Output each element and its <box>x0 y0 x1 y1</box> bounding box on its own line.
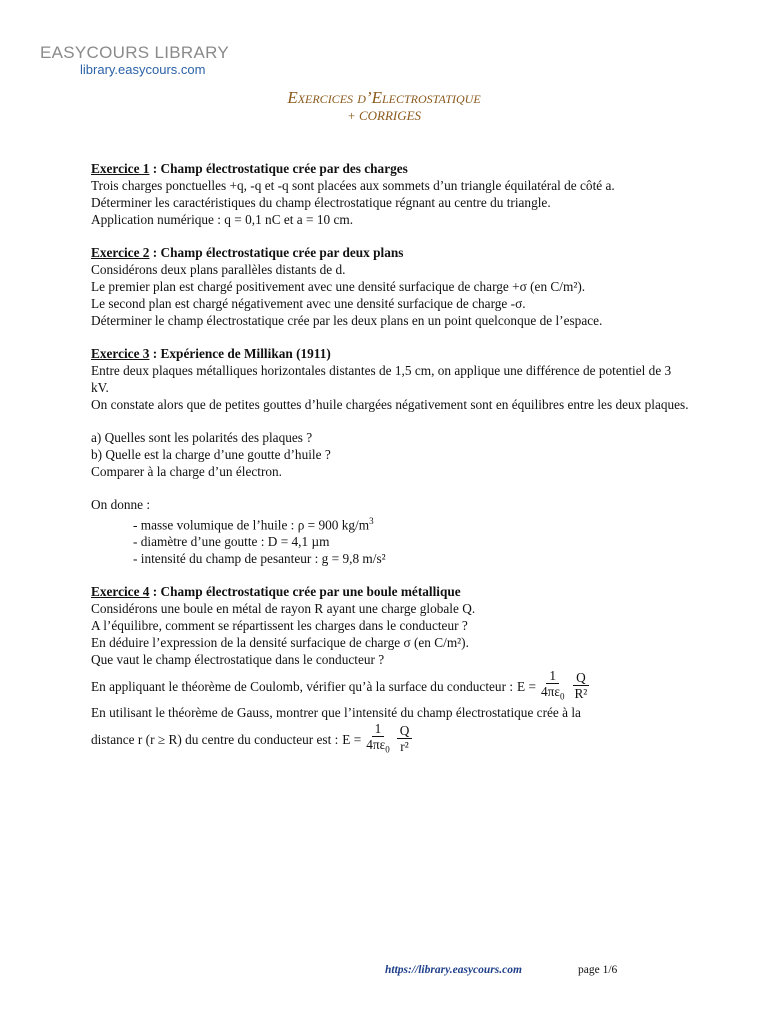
title-main: Exercices d’Electrostatique <box>287 88 481 107</box>
paragraph: distance r (r ≥ R) du centre du conducteur est : <box>91 731 339 747</box>
given-label: On donne : <box>91 497 151 512</box>
question-a: a) Quelles sont les polarités des plaques ? <box>91 430 313 445</box>
exercise-4-number: Exercice 4 <box>91 584 150 600</box>
paragraph: Le second plan est chargé négativement avec une densité surfacique de charge -σ. <box>91 296 526 311</box>
exercise-4-heading: Exercice 4 : Champ électrostatique crée par une boule métallique <box>91 584 461 600</box>
exercise-2-title: Champ électrostatique crée par deux plans <box>160 245 404 260</box>
brand-logo <box>40 44 229 77</box>
footer-link[interactable]: https://library.easycours.com <box>385 964 522 976</box>
page-number: page 1/6 <box>578 964 618 976</box>
paragraph: Déterminer les caractéristiques du champ électrostatique régnant au centre du triangle. <box>91 195 551 210</box>
exercise-2-number: Exercice 2 <box>91 245 150 260</box>
given-diameter: - diamètre d’une goutte : D = 4,1 µm <box>133 534 330 550</box>
paragraph: Entre deux plaques métalliques horizontales distantes de 1,5 cm, on applique une différence de potentiel de 3 kV. <box>91 363 672 395</box>
fraction: $\frac{1}{4\pi\varepsilon_0}$ <box>540 667 565 702</box>
paragraph: Considérons deux plans parallèles distants de d. <box>91 262 346 277</box>
exercise-2-heading: Exercice 2 : Champ électrostatique crée par deux plans <box>91 245 404 260</box>
paragraph: En appliquant le théorème de Coulomb, vérifier qu’à la surface du conducteur : <box>91 678 514 694</box>
gauss-line <box>91 721 691 757</box>
fraction: $\frac{Q}{\text{r²}}$ <box>397 724 413 754</box>
paragraph: Application numérique : q = 0,1 nC et a = 10 cm. <box>91 212 354 227</box>
given-gravity: - intensité du champ de pesanteur : g = 9,8 m/s² <box>133 551 386 567</box>
coulomb-line <box>91 668 691 704</box>
question-b: b) Quelle est la charge d’une goutte d’huile ? <box>91 447 331 462</box>
exercise-3-heading: Exercice 3 : Expérience de Millikan (1911) <box>91 346 331 361</box>
exercise-1-heading: Exercice 1 : Champ électrostatique crée par des charges <box>91 161 408 176</box>
given-density: - masse volumique de l’huile : ρ = 900 $kg/m^3$ <box>133 516 374 533</box>
paragraph: En déduire l’expression de la densité surfacique de charge σ (en C/m²). <box>91 635 469 651</box>
document-body <box>91 160 691 757</box>
exercise-1-body <box>91 177 691 228</box>
exercise-3-title: Expérience de Millikan (1911) <box>160 346 331 361</box>
exercise-3-body <box>91 362 691 413</box>
paragraph: Trois charges ponctuelles +q, -q et -q sont placées aux sommets d’un triangle équilatéral de côté a. <box>91 178 615 193</box>
fraction: $\frac{1}{4\pi\varepsilon_0}$ <box>366 720 390 755</box>
given-data-list <box>133 513 691 567</box>
gauss-formula: E = $\frac{1}{4\pi\varepsilon_0}$ $\frac{Q}{\text{r²}}$ <box>342 722 414 758</box>
paragraph: Considérons une boule en métal de rayon R ayant une charge globale Q. <box>91 601 476 617</box>
exercise-1-title: Champ électrostatique crée par des charges <box>160 161 408 176</box>
exercise-1-number: Exercice 1 <box>91 161 150 176</box>
exercise-4-title: Champ électrostatique crée par une boule métallique <box>160 584 461 600</box>
title-sub: + CORRIGES <box>346 108 422 123</box>
exercise-3-questions <box>91 429 691 480</box>
paragraph: A l’équilibre, comment se répartissent les charges dans le conducteur ? <box>91 618 468 634</box>
fraction: $\frac{Q}{\text{R²}}$ <box>574 670 588 702</box>
exercise-2-body <box>91 261 691 329</box>
paragraph: Le premier plan est chargé positivement avec une densité surfacique de charge +σ (en C/m²). <box>91 279 586 294</box>
paragraph: Que vaut le champ électrostatique dans le conducteur ? <box>91 652 385 668</box>
paragraph: En utilisant le théorème de Gauss, montrer que l’intensité du champ électrostatique crée à la <box>91 705 581 721</box>
exercise-3-number: Exercice 3 <box>91 346 150 361</box>
paragraph: On constate alors que de petites gouttes d’huile chargées négativement sont en équilibres entre les deux plaques. <box>91 397 689 412</box>
document-title <box>0 88 768 124</box>
coulomb-formula: E = $\frac{1}{4\pi\varepsilon_0}$ $\frac{Q}{\text{R²}}$ <box>517 669 592 705</box>
brand-name: EASYCOURS LIBRARY <box>40 43 230 62</box>
brand-site[interactable]: library.easycours.com <box>80 62 206 77</box>
paragraph: Comparer à la charge d’un électron. <box>91 464 282 479</box>
paragraph: Déterminer le champ électrostatique crée par les deux plans en un point quelconque de l’espace. <box>91 313 603 328</box>
exercise-4-body <box>91 600 691 757</box>
